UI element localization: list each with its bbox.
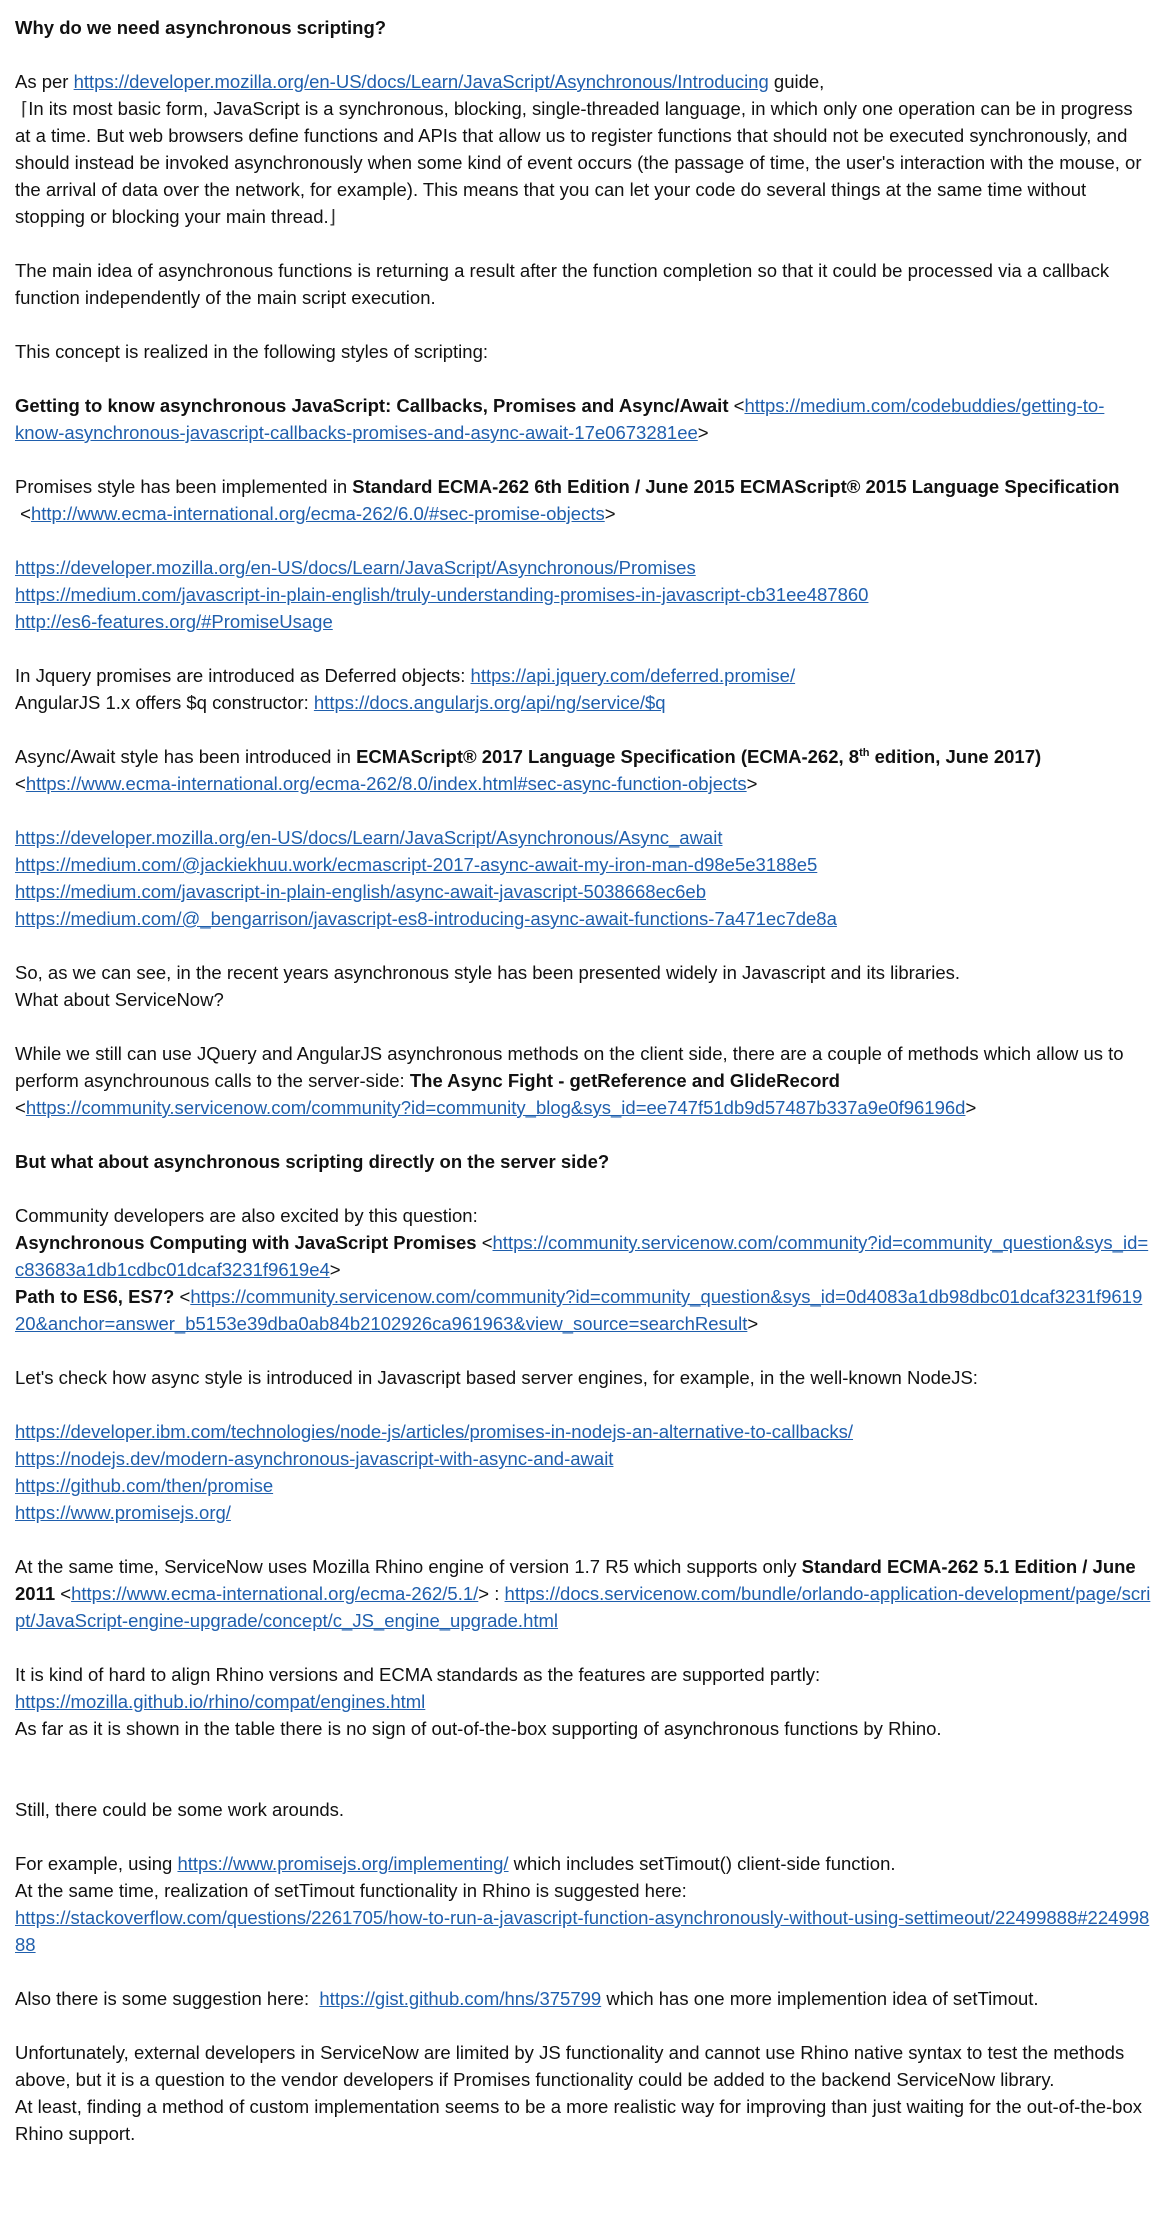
community-item-title: Asynchronous Computing with JavaScript Promises [15,1232,477,1253]
quote-text: In its most basic form, JavaScript is a synchronous, blocking, single-threaded language, in which only one operation can be in progress at a time. But web browsers define functions and APIs that allow us to register functions that should not be executed synchronously, and should instead be invoked asynchronously when some kind of event occurs (the passage of time, the user's interaction with the mouse, or the arrival of data over the network, for example). This means that you can let your code do several things at the same time without stopping or blocking your main thread. [15,98,1142,227]
async-fight-title: The Async Fight - getReference and GlideRecord [409,1070,840,1091]
bracket-close: > [329,1259,341,1280]
ecma-262-8-async-link[interactable]: https://www.ecma-international.org/ecma-262/8.0/index.html#sec-async-function-objects [25,773,747,794]
community-async-computing-link[interactable]: https://community.servicenow.com/community?id=community_question&sys_id=c83683a1db1cdbc01dcaf3231f9619e4 [15,1232,1149,1280]
nodejs-link-ibm[interactable]: https://developer.ibm.com/technologies/node-js/articles/promises-in-nodejs-an-alternative-to-callbacks/ [15,1421,854,1442]
bracket-close: > [604,503,616,524]
client-side-paragraph [15,1040,1151,1121]
stackoverflow-link[interactable]: https://stackoverflow.com/questions/2261705/how-to-run-a-javascript-function-asynchronously-without-using-settimeout/22499888#22499888 [15,1907,1150,1955]
rhino-paragraph [15,1553,1151,1634]
ecma-2017-title-b: edition, June 2017) [869,746,1042,767]
ecma-5-1-title: Standard ECMA-262 5.1 Edition / June 2011 [15,1556,1136,1604]
community-path-es6-link[interactable]: https://community.servicenow.com/community?id=community_question&sys_id=0d4083a1db98dbc01dcaf3231f961920&anchor=answer_b5153e39dba0ab84b2102926ca961963&view_source=searchResult [15,1286,1143,1334]
nodejs-link-promisejs[interactable]: https://www.promisejs.org/ [15,1502,231,1523]
main-idea-paragraph: The main idea of asynchronous functions is returning a result after the function completion so that it could be processed via a callback function independently of the main script execution. [15,260,1110,308]
bracket-open: < [476,1232,493,1253]
angular-q-link[interactable]: https://docs.angularjs.org/api/ng/service/$q [313,692,666,713]
jquery-prefix: In Jquery promises are introduced as Deferred objects: [15,665,471,686]
heading-why-async: Why do we need asynchronous scripting? [15,17,387,38]
intro-suffix: guide, [768,71,825,92]
nodejs-link-then-promise[interactable]: https://github.com/then/promise [15,1475,274,1496]
community-intro: Community developers are also excited by this question: [15,1205,478,1226]
async-style-paragraph [15,743,1151,770]
bracket-close: > [746,773,758,794]
async-fight-link[interactable]: https://community.servicenow.com/community?id=community_blog&sys_id=ee747f51db9d57487b337a9e0f96196d [25,1097,966,1118]
jquery-paragraph [15,662,1151,689]
quote-close-mark: ⌋ [328,206,336,227]
promises-link-es6-features[interactable]: http://es6-features.org/#PromiseUsage [15,611,333,632]
bracket-open: < [728,395,745,416]
bracket-open: < [15,1097,26,1118]
servicenow-js-engine-upgrade-link[interactable]: https://docs.servicenow.com/bundle/orlando-application-development/page/script/JavaScript-engine-upgrade/concept/c_JS_engine_upgrade.html [15,1583,1151,1631]
nodejs-intro: Let's check how async style is introduced in Javascript based server engines, for example, in the well-known NodeJS: [15,1367,978,1388]
getting-to-know-paragraph [15,392,1151,446]
ecma-262-5-1-link[interactable]: https://www.ecma-international.org/ecma-262/5.1/ [71,1583,479,1604]
promisejs-implementing-link[interactable]: https://www.promisejs.org/implementing/ [177,1853,509,1874]
example-suffix: which includes setTimout() client-side function. [508,1853,896,1874]
medium-codebuddies-link[interactable]: https://medium.com/codebuddies/getting-to-know-asynchronous-javascript-callbacks-promises-and-async-await-17e0673281ee [15,395,1105,443]
promises-link-mdn[interactable]: https://developer.mozilla.org/en-US/docs/Learn/JavaScript/Asynchronous/Promises [15,557,696,578]
community-item-path-es6 [15,1283,1151,1337]
async-spec-link-line [15,770,1151,797]
ecma-2017-title-a: ECMAScript® 2017 Language Specification (ECMA-262, 8 [356,746,860,767]
async-link-plain-english[interactable]: https://medium.com/javascript-in-plain-english/async-await-javascript-5038668ec6eb [15,881,706,902]
bracket-open: < [174,1286,191,1307]
community-item-title: Path to ES6, ES7? [15,1286,175,1307]
promises-spec-link-line [15,500,1151,527]
angular-prefix: AngularJS 1.x offers $q constructor: [15,692,314,713]
still-paragraph: Still, there could be some work arounds. [15,1799,345,1820]
unfortunately-paragraph: Unfortunately, external developers in ServiceNow are limited by JS functionality and cannot use Rhino native syntax to test the methods above, but it is a question to the vendor developers if Promises functionality could be added to the backend ServiceNow library. [15,2042,1125,2090]
rhino-prefix: At the same time, ServiceNow uses Mozilla Rhino engine of version 1.7 R5 which supports only [15,1556,802,1577]
settimout-rhino-line: At the same time, realization of setTimout functionality in Rhino is suggested here: [15,1880,687,1901]
rhino-compat-link[interactable]: https://mozilla.github.io/rhino/compat/engines.html [15,1691,426,1712]
bracket-open: < [15,773,26,794]
angular-paragraph [15,689,1151,716]
also-prefix: Also there is some suggestion here: [15,1988,320,2009]
async-link-mdn[interactable]: https://developer.mozilla.org/en-US/docs/Learn/JavaScript/Asynchronous/Async_await [15,827,723,848]
also-suffix: which has one more implemention idea of setTimout. [601,1988,1039,2009]
example-prefix: For example, using [15,1853,178,1874]
promises-link-medium[interactable]: https://medium.com/javascript-in-plain-english/truly-understanding-promises-in-javascript-cb31ee487860 [15,584,869,605]
heading-server-side: But what about asynchronous scripting directly on the server side? [15,1151,610,1172]
client-side-text: While we still can use JQuery and AngularJS asynchronous methods on the client side, there are a couple of methods which allow us to perform asynchrounous calls to the server-side: [15,1043,1124,1091]
nodejs-link-nodejs-dev[interactable]: https://nodejs.dev/modern-asynchronous-javascript-with-async-and-await [15,1448,614,1469]
quote-block [15,95,1151,230]
intro-paragraph [15,68,1151,95]
ecma-2015-spec-title: Standard ECMA-262 6th Edition / June 2015 ECMAScript® 2015 Language Specification [352,476,1120,497]
align-paragraph: It is kind of hard to align Rhino versions and ECMA standards as the features are supported partly: [15,1664,821,1685]
async-link-bengarrison[interactable]: https://medium.com/@_bengarrison/javascript-es8-introducing-async-await-functions-7a471ec7de8a [15,908,837,929]
bracket-close: > [697,422,709,443]
example-paragraph [15,1850,1151,1877]
async-link-jackiekhuu[interactable]: https://medium.com/@jackiekhuu.work/ecmascript-2017-async-await-my-iron-man-d98e5e3188e5 [15,854,818,875]
what-about-servicenow: What about ServiceNow? [15,989,224,1010]
stackoverflow-line [15,1904,1151,1958]
gist-hns-link[interactable]: https://gist.github.com/hns/375799 [319,1988,602,2009]
promises-style-prefix: Promises style has been implemented in [15,476,353,497]
no-sign-paragraph: As far as it is shown in the table there is no sign of out-of-the-box supporting of asynchronous functions by Rhino. [15,1718,942,1739]
also-paragraph [15,1985,1151,2012]
bracket-open: < [20,503,31,524]
intro-prefix: As per [15,71,74,92]
async-links-list [15,824,1151,932]
so-paragraph: So, as we can see, in the recent years asynchronous style has been presented widely in Javascript and its libraries. [15,962,961,983]
promises-style-paragraph [15,473,1151,500]
getting-to-know-title: Getting to know asynchronous JavaScript: Callbacks, Promises and Async/Await [15,395,729,416]
bracket-close: > [965,1097,977,1118]
jquery-deferred-link[interactable]: https://api.jquery.com/deferred.promise/ [470,665,796,686]
rhino-compat-line [15,1688,1151,1715]
ecma-2017-spec-title [356,746,1041,767]
nodejs-links-list [15,1418,1151,1526]
concept-paragraph: This concept is realized in the following styles of scripting: [15,341,488,362]
at-least-paragraph: At least, finding a method of custom implementation seems to be a more realistic way for improving than just waiting for the out-of-the-box Rhino support. [15,2096,1142,2144]
superscript-th: th [859,746,870,759]
bracket-open: < [55,1583,72,1604]
bracket-close: > [747,1313,759,1334]
quote-open-mark: ⌈ [21,98,29,119]
rhino-separator: > : [478,1583,505,1604]
mdn-introducing-link[interactable]: https://developer.mozilla.org/en-US/docs/Learn/JavaScript/Asynchronous/Introducing [73,71,769,92]
async-style-prefix: Async/Await style has been introduced in [15,746,357,767]
promises-links-list [15,554,1151,635]
community-item-async-computing [15,1229,1151,1283]
ecma-262-6-promise-link[interactable]: http://www.ecma-international.org/ecma-262/6.0/#sec-promise-objects [30,503,605,524]
